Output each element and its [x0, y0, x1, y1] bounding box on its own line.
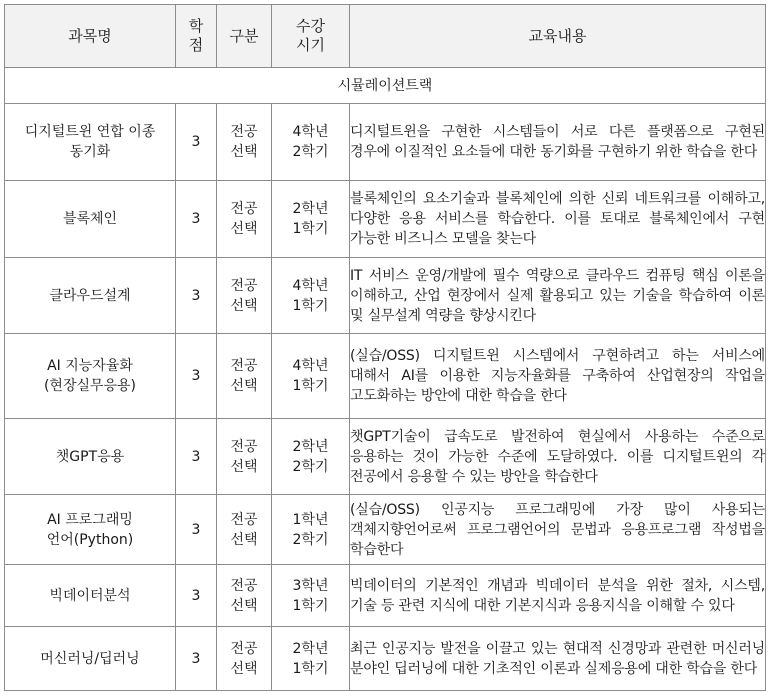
header-row — [5, 5, 766, 68]
course-term-cell — [272, 565, 350, 627]
course-credit-cell — [176, 627, 217, 691]
table-row — [5, 104, 766, 181]
course-term-cell — [272, 334, 350, 419]
table-row — [5, 258, 766, 334]
header-description: 교육내용 — [350, 5, 766, 68]
course-description-cell — [350, 419, 766, 495]
course-credit-cell — [176, 495, 217, 565]
course-name: AI 지능자율화 (현장실무응용) — [43, 358, 137, 394]
course-name: AI 프로그래밍 언어(Python) — [46, 511, 134, 548]
course-term-cell — [272, 495, 350, 565]
course-name-cell — [5, 104, 176, 181]
course-description: IT 서비스 운영/개발에 필수 역량으로 클라우드 컴퓨팅 핵심 이론을 이해하고, 산업 현장에서 실제 활용되고 있는 기술을 학습하여 이론 및 실무설계 역량을 향상시킨다 — [350, 267, 765, 324]
course-name: 클라우드설계 — [49, 287, 131, 304]
course-type: 전공 선택 — [230, 438, 258, 475]
course-type: 전공 선택 — [230, 640, 258, 677]
course-description-cell — [350, 565, 766, 627]
course-description-cell — [350, 334, 766, 419]
course-credit-cell — [176, 181, 217, 258]
course-term-cell — [272, 419, 350, 495]
course-type: 전공 선택 — [230, 124, 258, 160]
course-credit-cell — [176, 419, 217, 495]
course-description-cell — [350, 104, 766, 181]
course-description-cell — [350, 258, 766, 334]
course-description-cell — [350, 181, 766, 258]
course-credit-cell — [176, 565, 217, 627]
course-credit-cell — [176, 258, 217, 334]
course-credit: 3 — [191, 650, 201, 667]
course-description: 최근 인공지능 발전을 이끌고 있는 현대적 신경망과 관련한 머신러닝 분야인 딥러닝에 대한 기초적인 이론과 실제응용에 대한 학습을 한다 — [350, 640, 765, 677]
header-course-name: 과목명 — [5, 5, 176, 68]
course-type: 전공 선택 — [230, 201, 258, 237]
table-row — [5, 334, 766, 419]
course-term: 2학년 1학기 — [292, 201, 329, 237]
course-type-cell — [217, 419, 272, 495]
course-term-cell — [272, 181, 350, 258]
section-row — [5, 68, 766, 104]
section-title: 시뮬레이션트랙 — [5, 68, 766, 104]
table-row — [5, 181, 766, 258]
course-name-cell — [5, 258, 176, 334]
course-type-cell — [217, 334, 272, 419]
course-type: 전공 선택 — [230, 358, 258, 394]
course-name-cell — [5, 627, 176, 691]
course-credit: 3 — [191, 521, 201, 538]
course-description-cell — [350, 495, 766, 565]
course-type-cell — [217, 181, 272, 258]
header-term: 수강 시기 — [272, 5, 350, 68]
course-credit: 3 — [191, 587, 201, 604]
table-row — [5, 419, 766, 495]
course-description: 챗GPT기술이 급속도로 발전하여 현실에서 사용하는 수준으로 응용하는 것이 가능한 수준에 도달하였다. 이를 디지털트윈의 각 전공에서 응용할 수 있는 방안을 학습한다 — [350, 428, 765, 485]
course-type-cell — [217, 258, 272, 334]
header-type: 구분 — [217, 5, 272, 68]
course-credit: 3 — [191, 287, 201, 304]
course-credit: 3 — [191, 211, 201, 227]
curriculum-table — [4, 4, 766, 691]
course-term: 1학년 2학기 — [292, 511, 329, 548]
course-credit: 3 — [191, 448, 201, 465]
course-term: 3학년 1학기 — [292, 577, 329, 614]
course-type-cell — [217, 495, 272, 565]
course-name-cell — [5, 334, 176, 419]
table-row — [5, 495, 766, 565]
course-name: 디지털트윈 연합 이종 동기화 — [24, 124, 156, 160]
course-term: 4학년 1학기 — [292, 358, 329, 394]
course-type: 전공 선택 — [230, 277, 258, 314]
course-type: 전공 선택 — [230, 577, 258, 614]
course-name-cell — [5, 419, 176, 495]
course-term: 2학년 1학기 — [292, 640, 329, 677]
course-term-cell — [272, 627, 350, 691]
course-type-cell — [217, 565, 272, 627]
course-name-cell — [5, 181, 176, 258]
course-name-cell — [5, 495, 176, 565]
course-description-cell — [350, 627, 766, 691]
course-description: (실습/OSS) 인공지능 프로그래밍에 가장 많이 사용되는 객체지향언어로써 프로그램언어의 문법과 응용프로그램 작성법을 학습한다 — [350, 501, 765, 558]
course-name-cell — [5, 565, 176, 627]
course-credit-cell — [176, 334, 217, 419]
course-description: 디지털트윈을 구현한 시스템들이 서로 다른 플랫폼으로 구현된 경우에 이질적인 요소들에 대한 동기화를 구현하기 위한 학습을 한다 — [350, 124, 765, 160]
course-type-cell — [217, 627, 272, 691]
table-row — [5, 565, 766, 627]
course-name: 블록체인 — [62, 211, 118, 227]
course-name: 빅데이터분석 — [49, 587, 131, 604]
course-term: 4학년 1학기 — [292, 277, 329, 314]
course-credit: 3 — [191, 368, 201, 384]
course-description: 블록체인의 요소기술과 블록체인에 의한 신뢰 네트워크를 이해하고, 다양한 응용 서비스를 학습한다. 이를 토대로 블록체인에서 구현 가능한 비즈니스 모델을 찾는다 — [350, 191, 765, 247]
course-credit-cell — [176, 104, 217, 181]
header-credit: 학 점 — [176, 5, 217, 68]
course-type-cell — [217, 104, 272, 181]
course-term: 4학년 2학기 — [292, 124, 329, 160]
course-description: 빅데이터의 기본적인 개념과 빅데이터 분석을 위한 절차, 시스템, 기술 등 관련 지식에 대한 기본지식과 응용지식을 이해할 수 있다 — [350, 577, 765, 614]
course-term-cell — [272, 258, 350, 334]
course-term: 2학년 2학기 — [292, 438, 329, 475]
course-name: 챗GPT응용 — [55, 448, 125, 465]
course-credit: 3 — [191, 134, 201, 150]
course-type: 전공 선택 — [230, 511, 258, 548]
course-description: (실습/OSS) 디지털트윈 시스템에서 구현하려고 하는 서비스에 대해서 AI를 이용한 지능자율화를 구축하여 산업현장의 작업을 고도화하는 방안에 대한 학습을 한다 — [350, 348, 765, 404]
course-term-cell — [272, 104, 350, 181]
table-row — [5, 627, 766, 691]
course-name: 머신러닝/딥러닝 — [40, 650, 140, 667]
